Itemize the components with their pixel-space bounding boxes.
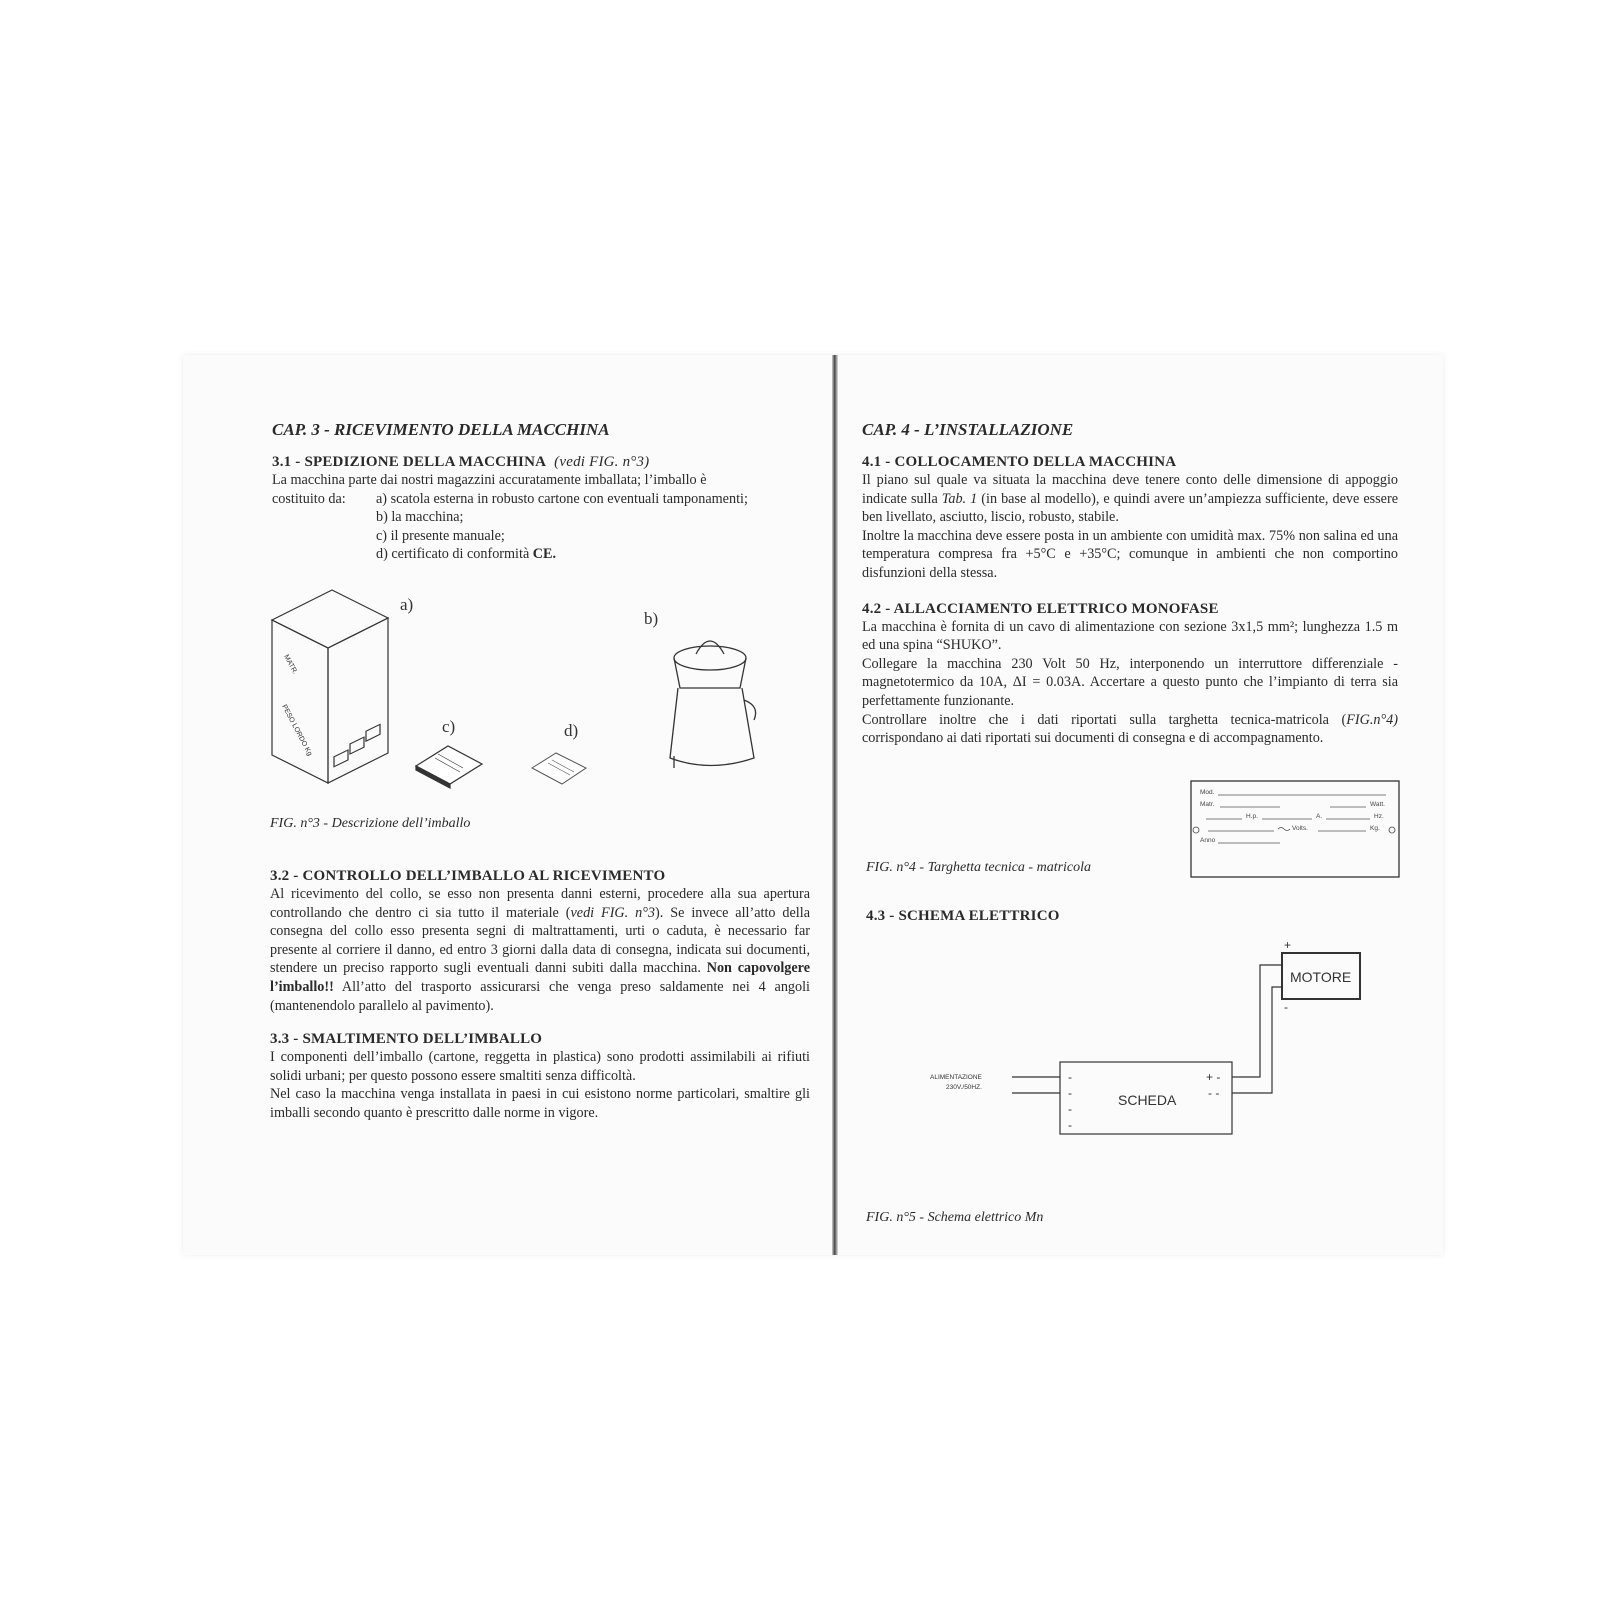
section-3-2-body: Al ricevimento del collo, se esso non presenta danni esterni, procedere alla sua apertura controllando che dentro ci sia tutto il materiale (vedi FIG. n°3). Se invece all’atto della consegna del collo esso presenta segni di maltrattamenti, urti o caduta, è necessario far presente al corriere il danno, ed entro 3 giorni dalla data di consegna, indicata sui documenti, stendere un preciso rapporto sugli eventuali danni subiti dalla macchina. Non capovolgere l’imballo!! All’atto del trasporto assicurarsi che venga preso saldamente nei 4 angoli (mantenendolo parallelo al pavimento).	[270, 886, 810, 1014]
fig3-label-b: b)	[644, 609, 659, 628]
nameplate-watt: Watt.	[1370, 801, 1385, 808]
nameplate-kg: Kg.	[1370, 825, 1380, 832]
fig3-packaging-illustration	[270, 588, 790, 808]
section-4-2-p1: La macchina è fornita di un cavo di alimentazione con sezione 3x1,5 mm²; lunghezza 1.5 m ed una spina “SHUKO”.	[862, 618, 1398, 654]
nameplate-hz: Hz.	[1374, 813, 1384, 820]
fig4-nameplate	[1190, 780, 1400, 880]
nameplate-matr: Matr.	[1200, 801, 1215, 808]
section-4-1-p2: Inoltre la macchina deve essere posta in un ambiente con umidità max. 75% non salina ed una temperatura compresa fra +5°C e +35°C; comunque in ambienti che non comportino disfunzioni della stessa.	[862, 527, 1398, 581]
board-terminal-4: -	[1068, 1086, 1072, 1100]
box-text-matr: MATR.	[282, 653, 299, 676]
manual-icon	[416, 746, 482, 788]
section-4-2-p3: Controllare inoltre che i dati riportati sulla targhetta tecnica-matricola (FIG.n°4) corrispondano ai dati riportati sui documenti di consegna e di accompagnamento.	[862, 711, 1398, 747]
fig4-caption: FIG. n°4 - Targhetta tecnica - matricola	[866, 860, 1092, 875]
motor-label: MOTORE	[1290, 969, 1352, 985]
board-terminal-3: -	[1068, 1070, 1072, 1084]
chapter-3-title: CAP. 3 - RICEVIMENTO DELLA MACCHINA	[272, 420, 610, 439]
fig3-label-c: c)	[442, 717, 456, 736]
nameplate-mod: Mod.	[1200, 789, 1215, 796]
power-label-1: ALIMENTAZIONE	[930, 1074, 982, 1081]
fig5-wiring-diagram	[930, 935, 1370, 1135]
section-4-2-p2: Collegare la macchina 230 Volt 50 Hz, interponendo un interruttore differenziale - magnetotermico da 10A, ΔI = 0.03A. Accertare a questo punto che l’impianto di terra sia perfettamente funzionante.	[862, 655, 1398, 709]
motor-minus: -	[1284, 1000, 1288, 1014]
book-spine	[832, 355, 838, 1255]
packaging-list	[272, 490, 808, 564]
fig5-caption: FIG. n°5 - Schema elettrico Mn	[866, 1210, 1044, 1225]
box-text-peso: PESO LORDO Kg	[280, 703, 314, 758]
section-3-1-intro: La macchina parte dai nostri magazzini accuratamente imballata; l’imballo è	[272, 472, 707, 488]
board-terminal-6: -	[1068, 1118, 1072, 1132]
nameplate-hp: H.p.	[1246, 813, 1258, 820]
board-terminal-5: -	[1068, 1102, 1072, 1116]
left-page	[272, 420, 808, 564]
section-4-2-title: 4.2 - ALLACCIAMENTO ELETTRICO MONOFASE	[862, 600, 1219, 617]
section-4-3-title: 4.3 - SCHEMA ELETTRICO	[866, 908, 1060, 924]
list-item: d) certificato di conformità CE.	[376, 546, 557, 563]
board-label: SCHEDA	[1118, 1092, 1177, 1108]
power-label-2: 230V./50HZ.	[946, 1084, 982, 1091]
left-page-lower	[270, 816, 810, 1123]
section-3-3-p2: Nel caso la macchina venga installata in paesi in cui esistono norme particolari, smaltire gli imballi secondo quanto è prescritto dalle norme in vigore.	[270, 1086, 810, 1121]
fig3-label-a: a)	[400, 595, 414, 614]
list-item: a) scatola esterna in robusto cartone con eventuali tamponamenti;	[376, 490, 748, 507]
nameplate-a: A.	[1316, 813, 1323, 820]
nameplate-volts: Volts.	[1292, 825, 1308, 832]
list-item: c) il presente manuale;	[376, 527, 505, 544]
fig3-label-d: d)	[564, 721, 579, 740]
board-terminal-2: - -	[1208, 1086, 1220, 1100]
section-3-1-title: 3.1 - SPEDIZIONE DELLA MACCHINA (vedi FIG. n°3)	[272, 454, 650, 470]
nameplate-anno: Anno	[1200, 837, 1216, 844]
section-3-3-title: 3.3 - SMALTIMENTO DELL’IMBALLO	[270, 1031, 543, 1048]
list-item: b) la macchina;	[376, 509, 464, 526]
motor-plus: +	[1284, 938, 1292, 952]
packaging-list-label: costituito da:	[272, 490, 346, 507]
right-page	[862, 420, 1398, 748]
certificate-icon	[532, 753, 586, 784]
board-terminal-1: + -	[1206, 1070, 1221, 1084]
juicer-machine-icon	[670, 641, 756, 768]
section-4-1-title: 4.1 - COLLOCAMENTO DELLA MACCHINA	[862, 454, 1177, 470]
cardboard-box-icon	[272, 590, 388, 783]
chapter-4-title: CAP. 4 - L’INSTALLAZIONE	[862, 420, 1074, 439]
section-3-3-p1: I componenti dell’imballo (cartone, reggetta in plastica) sono prodotti assimilabili ai rifiuti solidi urbani; per questo possono essere smaltiti senza difficoltà.	[270, 1049, 810, 1084]
section-3-2-title: 3.2 - CONTROLLO DELL’IMBALLO AL RICEVIMENTO	[270, 868, 666, 884]
section-3-1-ref: (vedi FIG. n°3)	[554, 454, 650, 470]
section-4-1-p1: Il piano sul quale va situata la macchina deve tenere conto delle dimensione di appoggio indicate sulla Tab. 1 (in base al modello), e quindi avere un’ampiezza sufficiente, deve essere ben livellato, asciutto, liscio, robusto, stabile.	[862, 472, 1398, 526]
fig3-caption: FIG. n°3 - Descrizione dell’imballo	[270, 816, 471, 831]
